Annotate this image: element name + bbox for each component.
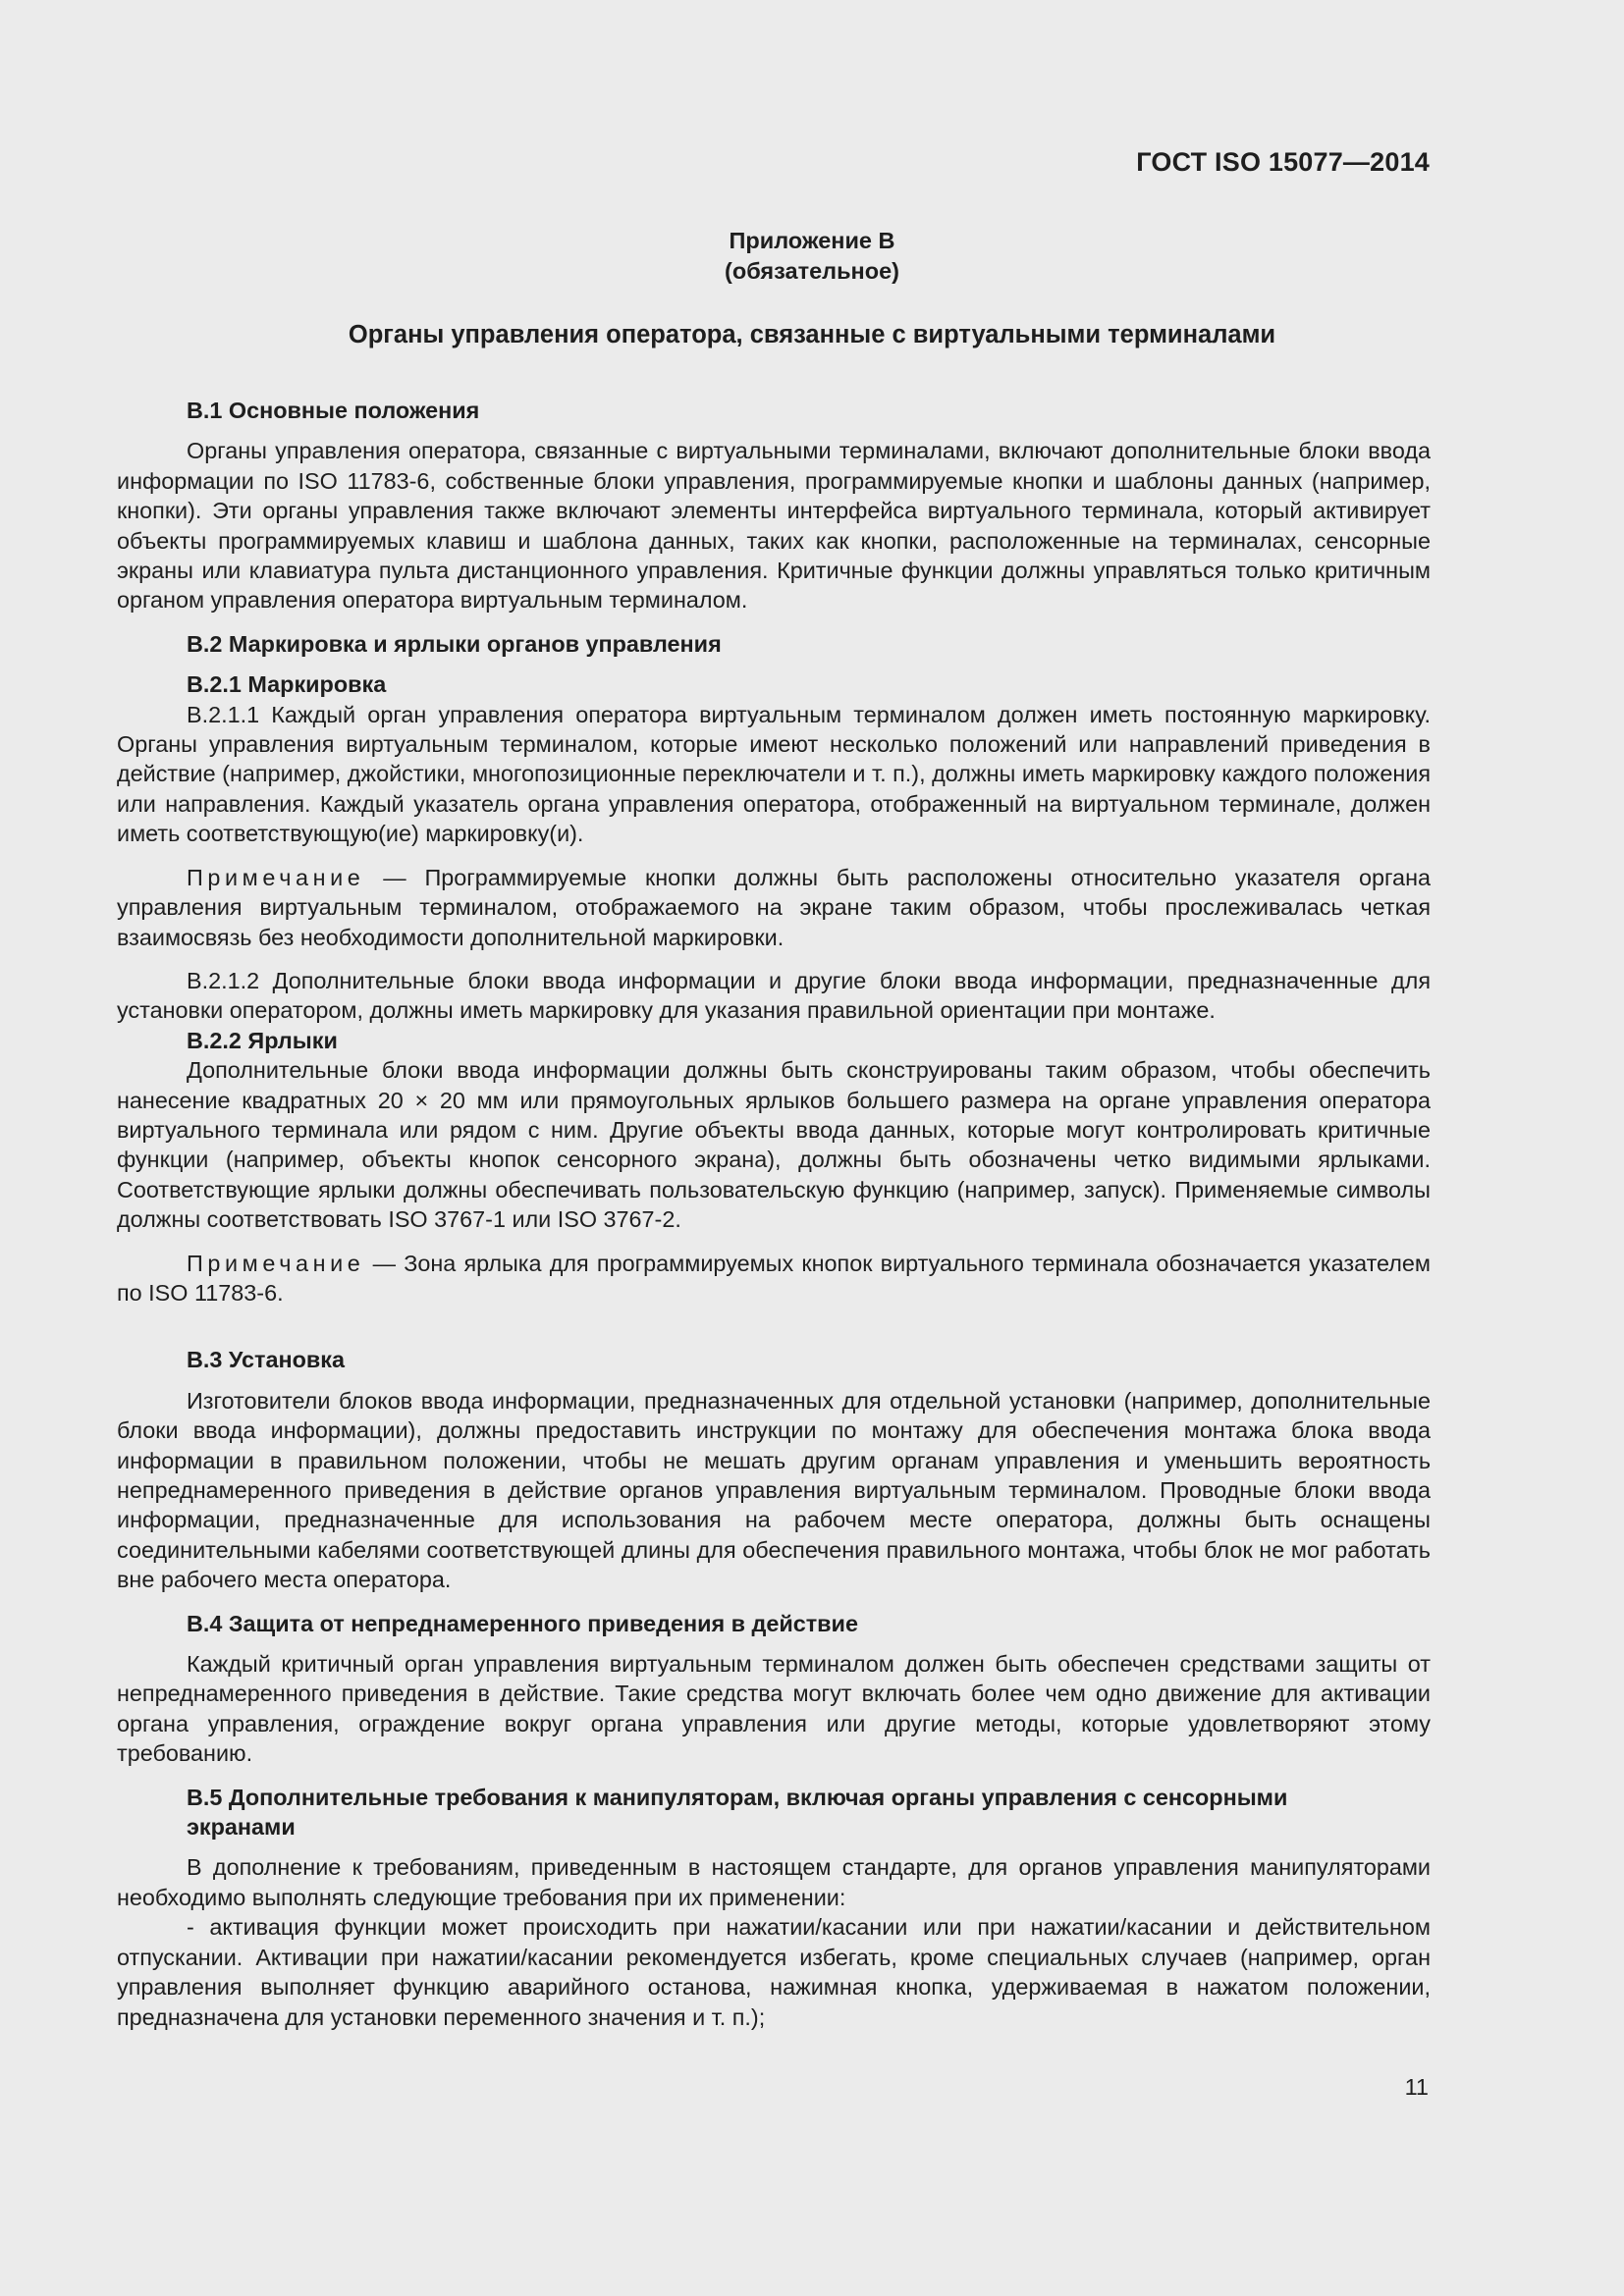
section-heading-b2: В.2 Маркировка и ярлыки органов управления xyxy=(187,630,722,657)
paragraph-b211: В.2.1.1 Каждый орган управления оператора виртуальным терминалом должен иметь постоянную маркировку. Органы управления виртуальным терминалом, которые имеют несколько положений или направлений приведения в действие (например, джойстики, многопозиционные переключатели и т. п.), должны иметь маркировку каждого положения или направления. Каждый указатель органа управления оператора, отображенный на виртуальном терминале, должен иметь соответствующую(ие) маркировку(и). xyxy=(117,701,1431,847)
subsection-heading-b22: В.2.2 Ярлыки xyxy=(187,1027,338,1053)
document-body xyxy=(117,396,1431,2032)
section-heading-b3: В.3 Установка xyxy=(187,1347,345,1373)
note-b22 xyxy=(117,1249,1431,1308)
paragraph-b5: В дополнение к требованиям, приведенным в настоящем стандарте, для органов управления манипуляторами необходимо выполнять следующие требования при их применении: xyxy=(117,1854,1431,1910)
paragraph-b22: Дополнительные блоки ввода информации должны быть сконструированы таким образом, чтобы обеспечить нанесение квадратных 20 × 20 мм или прямоугольных ярлыков большего размера на органе управления оператора виртуального терминала или рядом с ним. Другие объекты ввода данных, которые могут контролировать критичные функции (например, объекты кнопок сенсорного экрана), должны быть обозначены четко видимыми ярлыками. Соответствующие ярлыки должны обеспечивать пользовательскую функцию (например, запуск). Применяемые символы должны соответствовать ISO 3767-1 или ISO 3767-2. xyxy=(117,1057,1431,1233)
section-heading-b4: В.4 Защита от непреднамеренного приведения в действие xyxy=(187,1610,858,1636)
appendix-heading: Органы управления оператора, связанные с виртуальными терминалами xyxy=(348,321,1276,348)
list-item-b5: - активация функции может происходить при нажатии/касании или при нажатии/касании и действительном отпускании. Активации при нажатии/касании рекомендуется избегать, кроме специальных случаев (например, орган управления выполняет функцию аварийного останова, нажимная кнопка, удерживаемая в нажатом положении, предназначена для установки переменного значения и т. п.); xyxy=(117,1914,1431,2030)
document-header: ГОСТ ISO 15077—2014 xyxy=(1136,147,1430,177)
paragraph-b212: В.2.1.2 Дополнительные блоки ввода информации и другие блоки ввода информации, предназначенные для установки оператором, должны иметь маркировку для указания правильной ориентации при монтаже. xyxy=(117,967,1431,1024)
section-heading-b5: В.5 Дополнительные требования к манипуляторам, включая органы управления с сенсорными экранами xyxy=(187,1784,1288,1841)
appendix-status: (обязательное) xyxy=(725,258,899,284)
appendix-title: Приложение В xyxy=(729,228,895,253)
paragraph-b3: Изготовители блоков ввода информации, предназначенных для отдельной установки (например, дополнительные блоки ввода информации), должны предоставить инструкции по монтажу для обеспечения монтажа блока ввода информации в правильном положении, чтобы не мешать другим органам управления и уменьшить вероятность непреднамеренного приведения в действие органов управления виртуальным терминалом. Проводные блоки ввода информации, предназначенные для использования на рабочем месте оператора, должны быть оснащены соединительными кабелями соответствующей длины для обеспечения правильного монтажа, чтобы блок не мог работать вне рабочего места оператора. xyxy=(117,1387,1431,1593)
note-label: Примечание xyxy=(187,1250,365,1276)
page-number: 11 xyxy=(1404,2074,1429,2100)
note-text: — Программируемые кнопки должны быть расположены относительно указателя органа управления виртуальным терминалом, отображаемого на экране таким образом, чтобы прослеживалась четкая взаимосвязь без необходимости дополнительной маркировки. xyxy=(117,864,1431,950)
paragraph-b1: Органы управления оператора, связанные с виртуальными терминалами, включают дополнительные блоки ввода информации по ISO 11783-6, собственные блоки управления, программируемые кнопки и шаблоны данных (например, кнопки). Эти органы управления также включают элементы интерфейса виртуального терминала, который активирует объекты программируемых клавиш и шаблона данных, таких как кнопки, расположенные на терминалах, сенсорные экраны или клавиатура пульта дистанционного управления. Критичные функции должны управляться только критичным органом управления оператора виртуальным терминалом. xyxy=(117,438,1431,614)
paragraph-b4: Каждый критичный орган управления виртуальным терминалом должен быть обеспечен средствами защиты от непреднамеренного приведения в действие. Такие средства могут включать более чем одно движение для активации органа управления, ограждение вокруг органа управления или другие методы, которые удовлетворяют этому требованию. xyxy=(117,1651,1431,1767)
note-text: — Зона ярлыка для программируемых кнопок виртуального терминала обозначается указателем по ISO 11783-6. xyxy=(117,1250,1431,1306)
subsection-heading-b21: В.2.1 Маркировка xyxy=(187,671,387,698)
note-b21 xyxy=(117,863,1431,952)
section-heading-b1: В.1 Основные положения xyxy=(187,398,480,423)
note-label: Примечание xyxy=(187,864,365,890)
